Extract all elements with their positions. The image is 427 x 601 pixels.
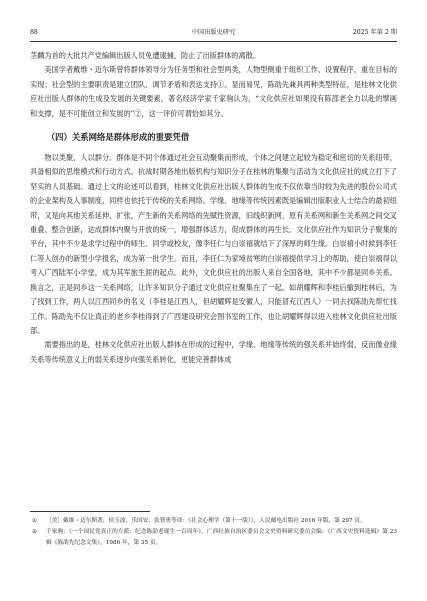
- issue-label: 2025 年第 2 期: [352, 29, 397, 36]
- footnote-text: 千家驹：《一个国民党真正的左派：纪念陈劭老诞生一百周年》，广西壮族自治区委员会文史资料研究委员会编：《广西文史资料选辑》第 23 辑《陈劭先纪念文集》，1986 年，第 35 页。: [46, 529, 397, 547]
- footnote: [30, 527, 397, 549]
- paragraph: 美国学者戴维・迈尔斯曾将群体领导分为任务型和社会型两类，人物型侧重于组织工作、设置程序，重在目标的实现；社会型的主要职责是建立团队、调节矛盾和表达支持①。显而易见，陈劭先兼具两种类型特征，是桂林文化供应社出版人群体的生成及发展的关键要素，著名经济学家千家驹认为，“文化供应社如果没有陈邵老全力以赴的擘画和支撑，是不可能创立和发展的”②，这一评价可谓恰如其分。: [30, 65, 397, 118]
- paragraph: 茎麟为首的大批共产党编辑出版人员免遭逮捕，防止了出版群体的离散。: [30, 51, 261, 60]
- footnote-text: ［美］戴维・迈尔斯著，侯玉波、乐国安、张智勇等译：《社会心理学（第十一版）》，人民邮电出版社 2016 年版，第 297 页。: [46, 518, 366, 524]
- footnote-mark: ②: [32, 529, 38, 536]
- footnote-rule: [30, 511, 150, 512]
- paragraph: 物以类聚，人以群分。群体是不同个体通过社会互动聚集而形成，个体之间建立起较为稳定和密切的关系纽带，具备相似的思维模式和行动方式。抗战时期各地出版机构与知识分子在桂林的集聚与活动为文化供应社的成立打下了坚实的人员基础。通过上文的论述可以看到，桂林文化供应社出版人群体的生成不仅依靠当时较为先进的股份公司式的企业架构及人事制度，同样也依托于传统的关系网络。学缘、地缘等传统因素既是编辑出版职业人士结合的最初纽带，又是向其他关系延伸、扩张，产生新的关系网络的先赋性资源，旧线织新网，原有关系网和新生关系网之间交叉重叠、整合创新，达成群体内聚与开放的统一，增强群体活力，促成群体的再生长。文化供应社作为知识分子聚集的平台，其中不少是求学过程中的师生、同学或校友，像李任仁与白崇禧就结下了深厚的师生缘。白崇禧小时候到李任仁等人创办的新型小学报名，成为第一批学生。而且，李任仁为家境贫寒的白崇禧提供学习上的帮助，使白崇禧得以考入广西陆军小学堂，成为其军旅生涯的起点。此外，文化供应社的出版人来自全国各地，其中不少都是同乡关系。换言之，正是同乡这一关系网络，让许多知识分子通过文化供应社聚集在了一起。如胡耀辉和李桂后撤到桂林后，为了找到工作，两人以江西同乡的名义（李桂是江西人，但胡耀辉是安徽人，只能冒充江西人）一同去找陈劭先帮忙找工作。陈劭先不仅让真正的老乡李桂得到了广西建设研究会图书室的工作，也让胡耀辉得以进入桂林文化供应社出版部。: [30, 153, 397, 335]
- header-rule: [30, 41, 397, 42]
- page-number: 88: [30, 29, 38, 36]
- footnote: [30, 516, 397, 527]
- running-header: [30, 26, 397, 40]
- footnote-mark: ①: [32, 518, 38, 524]
- paragraph: 需要指出的是，桂林文化供应社出版人群体在形成的过程中，学缘、地缘等传统的强关系并始终弱，反而像业缘关系等传统意义上的弱关系逐步向强关系转化，更能完善群体成: [30, 340, 397, 364]
- section-heading: （四）关系网络是群体形成的重要凭借: [46, 132, 190, 143]
- footnotes: [30, 516, 397, 550]
- journal-title: 中国出版史研究: [191, 29, 236, 36]
- article-body: [30, 49, 397, 367]
